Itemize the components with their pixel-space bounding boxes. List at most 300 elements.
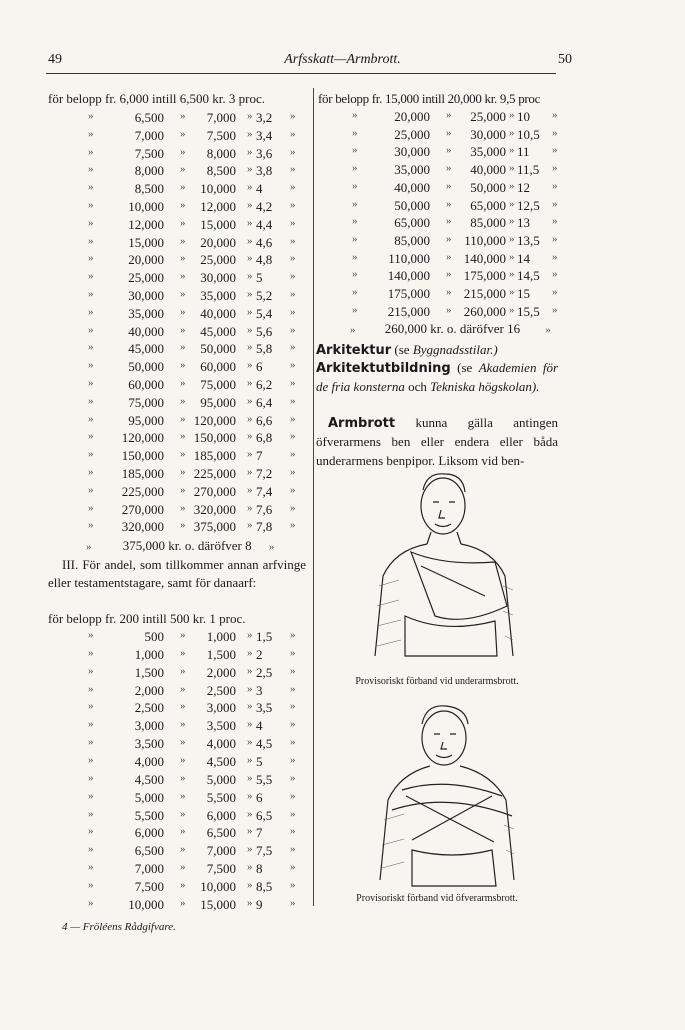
ditto-mark: » (545, 324, 551, 336)
ditto-mark: » (352, 197, 358, 210)
rate-percent: 5,6 (256, 323, 273, 339)
ditto-mark: » (247, 394, 253, 407)
ditto-mark: » (247, 629, 253, 641)
ditto-mark: » (247, 110, 253, 122)
rate-percent: 8,5 (256, 878, 273, 894)
amount-to: 25,000 (470, 109, 506, 124)
entry-text: (se (457, 360, 473, 375)
upper-arm-sling-illustration (372, 700, 522, 890)
table-row (0, 502, 680, 521)
table-row (0, 395, 680, 414)
amount-from: 25,000 (128, 270, 164, 286)
ditto-mark: » (290, 682, 296, 695)
ditto-mark: » (290, 519, 296, 532)
amount-to: 15,000 (200, 216, 236, 232)
ditto-mark: » (180, 878, 186, 891)
amount-to: 120,000 (193, 412, 236, 428)
ditto-mark: » (290, 646, 296, 659)
ditto-mark: » (247, 896, 253, 909)
ditto-mark: » (247, 753, 253, 766)
footer-note: 4 — Fröléens Rådgifvare. (62, 921, 176, 933)
table-row (0, 861, 680, 880)
ditto-mark: » (180, 412, 186, 425)
ditto-mark: » (247, 519, 253, 532)
ditto-mark: » (88, 807, 94, 820)
amount-to: 50,000 (200, 341, 236, 357)
ditto-mark: » (88, 359, 94, 372)
ditto-mark: » (290, 341, 296, 354)
table-row (0, 304, 680, 323)
ditto-mark: » (180, 466, 186, 478)
ditto-mark: » (247, 789, 253, 802)
ditto-mark: » (88, 199, 94, 211)
table-row (0, 790, 680, 809)
table-row (0, 647, 680, 666)
table-row (0, 808, 680, 827)
ditto-mark: » (88, 789, 94, 802)
ditto-mark: » (290, 127, 296, 140)
ditto-mark: » (290, 629, 296, 641)
ditto-mark: » (247, 216, 253, 229)
ditto-mark: » (352, 286, 358, 298)
ditto-mark: » (88, 341, 94, 354)
right-table-lead: för belopp fr. 15,000 intill 20,000 kr. 9,5 proc (318, 91, 541, 106)
ditto-mark: » (180, 305, 186, 318)
ditto-mark: » (180, 825, 186, 838)
ditto-mark: » (88, 127, 94, 140)
amount-to: 35,000 (200, 288, 236, 303)
amount-from: 50,000 (394, 197, 430, 213)
rate-percent: 10 (517, 109, 530, 124)
amount-to: 270,000 (193, 483, 236, 499)
amount-to: 320,000 (193, 501, 236, 517)
entry-text: och (408, 379, 427, 395)
rate-percent: 4,8 (256, 252, 273, 268)
amount-to: 3,500 (206, 718, 236, 734)
ditto-mark: » (509, 268, 515, 281)
rate-percent: 7,8 (256, 519, 273, 535)
ditto-mark: » (509, 303, 515, 316)
ditto-mark: » (88, 629, 94, 641)
amount-to: 95,000 (200, 394, 236, 410)
ditto-mark: » (509, 144, 515, 157)
ditto-mark: » (509, 250, 515, 263)
amount-to: 375,000 (193, 519, 236, 535)
ditto-mark: » (88, 483, 94, 496)
rate-percent: 7,6 (256, 501, 273, 517)
amount-to: 4,500 (206, 753, 236, 769)
amount-from: 45,000 (128, 341, 164, 357)
ditto-mark: » (509, 126, 515, 139)
amount-from: 1,500 (134, 664, 164, 680)
cross-reference: Tekniska högskolan). (430, 379, 540, 395)
amount-from: 40,000 (394, 179, 430, 195)
ditto-mark: » (290, 807, 296, 820)
ditto-mark: » (247, 466, 253, 478)
ditto-mark: » (247, 646, 253, 659)
amount-from: 1,000 (134, 646, 164, 662)
ditto-mark: » (446, 268, 452, 281)
amount-from: 2,500 (134, 700, 164, 716)
ditto-mark: » (180, 359, 186, 372)
ditto-mark: » (88, 288, 94, 300)
ditto-mark: » (509, 232, 515, 245)
ditto-mark: » (180, 127, 186, 140)
rate-percent: 6,2 (256, 377, 273, 392)
ditto-mark: » (290, 288, 296, 300)
amount-to: 40,000 (470, 162, 506, 178)
amount-from: 6,000 (134, 825, 164, 841)
ditto-mark: » (247, 145, 253, 158)
amount-to: 150,000 (193, 430, 236, 446)
ditto-mark: » (268, 541, 275, 553)
ditto-mark: » (352, 232, 358, 245)
ditto-mark: » (88, 646, 94, 659)
ditto-mark: » (290, 736, 296, 749)
amount-to: 10,000 (200, 878, 236, 894)
amount-to: 65,000 (470, 197, 506, 213)
ditto-mark: » (180, 771, 186, 784)
rate-percent: 5,5 (256, 771, 273, 787)
amount-from: 12,000 (128, 216, 164, 232)
ditto-mark: » (247, 664, 253, 677)
ditto-mark: » (352, 162, 358, 175)
amount-to: 225,000 (193, 466, 236, 481)
ditto-mark: » (509, 162, 515, 175)
ditto-mark: » (247, 825, 253, 838)
rate-percent: 6,4 (256, 394, 273, 410)
ditto-mark: » (446, 109, 452, 121)
ditto-mark: » (247, 700, 253, 713)
entry-arkitektur (316, 341, 558, 360)
ditto-mark: » (88, 771, 94, 784)
ditto-mark: » (247, 430, 253, 443)
ditto-mark: » (552, 215, 558, 228)
ditto-mark: » (88, 466, 94, 478)
amount-to: 175,000 (463, 268, 506, 284)
ditto-mark: » (180, 682, 186, 695)
amount-to: 8,000 (206, 145, 236, 161)
ditto-mark: » (290, 878, 296, 891)
ditto-mark: » (290, 377, 296, 389)
rate-percent: 4,5 (256, 736, 273, 752)
amount-to: 8,500 (206, 163, 236, 179)
table-row (0, 144, 680, 163)
amount-to: 45,000 (200, 323, 236, 339)
rate-percent: 3,5 (256, 700, 273, 716)
ditto-mark: » (446, 197, 452, 210)
rate-percent: 5 (256, 270, 263, 286)
ditto-mark: » (180, 646, 186, 659)
ditto-mark: » (88, 145, 94, 158)
rate-percent: 13,5 (517, 232, 540, 248)
amount-to: 260,000 (463, 303, 506, 319)
ditto-mark: » (352, 250, 358, 263)
table-row (0, 629, 680, 648)
rate-percent: 2 (256, 646, 263, 662)
ditto-mark: » (290, 718, 296, 731)
ditto-mark: » (350, 324, 356, 336)
ditto-mark: » (88, 412, 94, 425)
ditto-mark: » (552, 250, 558, 263)
ditto-mark: » (290, 789, 296, 802)
ditto-mark: » (552, 197, 558, 210)
amount-from: 30,000 (128, 288, 164, 303)
ditto-mark: » (180, 145, 186, 158)
rate-percent: 11 (517, 144, 530, 160)
ditto-mark: » (180, 664, 186, 677)
rate-percent: 14,5 (517, 268, 540, 284)
entry-text: kunna gälla antingen öfverarmens ben eller endera eller båda underarmens benpipor. Liksom vid ben- (316, 415, 558, 468)
amount-from: 215,000 (387, 303, 430, 319)
ditto-mark: » (88, 110, 94, 122)
amount-to: 85,000 (470, 215, 506, 231)
ditto-mark: » (88, 843, 94, 856)
ditto-mark: » (552, 286, 558, 298)
ditto-mark: » (180, 448, 186, 461)
ditto-mark: » (446, 215, 452, 228)
rate-percent: 4 (256, 718, 263, 734)
ditto-mark: » (552, 162, 558, 175)
amount-from: 5,500 (134, 807, 164, 823)
ditto-mark: » (88, 448, 94, 461)
amount-to: 12,000 (200, 199, 236, 214)
amount-to: 3,000 (206, 700, 236, 716)
table-row (0, 109, 680, 128)
ditto-mark: » (88, 700, 94, 713)
amount-from: 15,000 (128, 234, 164, 250)
ditto-mark: » (180, 181, 186, 194)
amount-from: 500 (144, 629, 164, 644)
rate-percent: 15,5 (517, 303, 540, 319)
forearm-sling-illustration (365, 466, 525, 666)
amount-from: 30,000 (394, 144, 430, 160)
amount-to: 1,000 (206, 629, 236, 644)
ditto-mark: » (446, 126, 452, 139)
table-row (0, 700, 680, 719)
rate-percent: 15 (517, 286, 530, 301)
ditto-mark: » (247, 412, 253, 425)
amount-from: 40,000 (128, 323, 164, 339)
cross-reference: Akademien för de fria konsterna (316, 360, 558, 395)
ditto-mark: » (352, 215, 358, 228)
amount-to: 40,000 (200, 305, 236, 321)
page-number-left: 49 (48, 52, 62, 67)
ditto-mark: » (446, 250, 452, 263)
amount-to: 50,000 (470, 179, 506, 195)
ditto-mark: » (290, 412, 296, 425)
ditto-mark: » (247, 448, 253, 461)
ditto-mark: » (290, 771, 296, 784)
ditto-mark: » (290, 394, 296, 407)
amount-from: 20,000 (128, 252, 164, 268)
amount-to: 7,000 (206, 110, 236, 125)
rate-percent: 4,4 (256, 216, 273, 232)
rate-percent: 4,2 (256, 199, 273, 214)
table-row (0, 162, 680, 181)
ditto-mark: » (290, 359, 296, 372)
ditto-mark: » (247, 234, 253, 247)
ditto-mark: » (290, 483, 296, 496)
amount-to: 60,000 (200, 359, 236, 375)
ditto-mark: » (446, 162, 452, 175)
page-number-right: 50 (558, 52, 572, 67)
ditto-mark: » (290, 501, 296, 514)
rate-percent: 1,5 (256, 629, 273, 644)
ditto-mark: » (352, 109, 358, 121)
amount-from: 185,000 (121, 466, 164, 481)
amount-from: 3,000 (134, 718, 164, 734)
left-table-last-row (86, 538, 274, 554)
ditto-mark: » (290, 825, 296, 838)
table-row (0, 754, 680, 773)
ditto-mark: » (247, 199, 253, 211)
ditto-mark: » (247, 377, 253, 389)
ditto-mark: » (290, 145, 296, 158)
rate-percent: 12,5 (517, 197, 540, 213)
last-row-text: 375,000 kr. o. däröfver 8 (122, 538, 252, 553)
ditto-mark: » (180, 323, 186, 336)
amount-from: 10,000 (128, 896, 164, 912)
amount-from: 120,000 (121, 430, 164, 446)
ditto-mark: » (180, 483, 186, 496)
table-row (0, 324, 680, 343)
ditto-mark: » (88, 252, 94, 265)
ditto-mark: » (290, 323, 296, 336)
amount-from: 8,000 (134, 163, 164, 179)
rate-percent: 3 (256, 682, 263, 698)
ditto-mark: » (180, 789, 186, 802)
table-row (0, 484, 680, 503)
table-row (0, 180, 680, 199)
ditto-mark: » (290, 234, 296, 247)
ditto-mark: » (352, 179, 358, 192)
ditto-mark: » (180, 216, 186, 229)
amount-from: 150,000 (121, 448, 164, 464)
cross-reference: Byggnadsstilar.) (412, 342, 498, 357)
headword: Arkitektur (316, 343, 392, 358)
ditto-mark: » (88, 501, 94, 514)
ditto-mark: » (180, 861, 186, 874)
ditto-mark: » (290, 430, 296, 443)
ditto-mark: » (88, 825, 94, 838)
rate-percent: 5,4 (256, 305, 273, 321)
rate-percent: 6,8 (256, 430, 273, 446)
ditto-mark: » (247, 501, 253, 514)
ditto-mark: » (290, 843, 296, 856)
ditto-mark: » (509, 179, 515, 192)
ditto-mark: » (247, 682, 253, 695)
ditto-mark: » (247, 843, 253, 856)
table-row (0, 198, 680, 217)
amount-from: 6,500 (134, 110, 164, 125)
ditto-mark: » (290, 252, 296, 265)
headword: Armbrott (328, 416, 396, 431)
table-row (0, 772, 680, 791)
table-row (0, 251, 680, 270)
entry-text: (se (394, 342, 410, 357)
ditto-mark: » (88, 430, 94, 443)
ditto-mark: » (180, 501, 186, 514)
ditto-mark: » (446, 232, 452, 245)
ditto-mark: » (247, 807, 253, 820)
amount-to: 30,000 (200, 270, 236, 286)
rate-percent: 6 (256, 359, 263, 375)
rate-percent: 12 (517, 179, 530, 195)
table-row (0, 233, 680, 252)
amount-to: 5,000 (206, 771, 236, 787)
ditto-mark: » (180, 288, 186, 300)
ditto-mark: » (446, 179, 452, 192)
ditto-mark: » (180, 394, 186, 407)
ditto-mark: » (180, 843, 186, 856)
amount-from: 75,000 (128, 394, 164, 410)
ditto-mark: » (290, 270, 296, 283)
ditto-mark: » (86, 541, 92, 553)
rate-percent: 3,8 (256, 163, 273, 179)
ditto-mark: » (180, 519, 186, 532)
amount-to: 7,500 (206, 861, 236, 877)
entry-armbrott (316, 414, 558, 470)
amount-from: 35,000 (394, 162, 430, 178)
ditto-mark: » (88, 181, 94, 194)
ditto-mark: » (552, 144, 558, 157)
table-row (0, 215, 680, 234)
ditto-mark: » (180, 807, 186, 820)
ditto-mark: » (88, 896, 94, 909)
ditto-mark: » (509, 197, 515, 210)
figure-caption-2: Provisoriskt förband vid öfverarmsbrott. (356, 893, 518, 904)
rate-percent: 13 (517, 215, 530, 231)
amount-from: 50,000 (128, 359, 164, 375)
amount-to: 215,000 (463, 286, 506, 301)
amount-to: 30,000 (470, 126, 506, 142)
ditto-mark: » (247, 341, 253, 354)
amount-from: 225,000 (121, 483, 164, 499)
amount-to: 5,500 (206, 789, 236, 805)
left-table-lead: för belopp fr. 6,000 intill 6,500 kr. 3 proc. (48, 91, 266, 106)
ditto-mark: » (509, 286, 515, 298)
ditto-mark: » (88, 753, 94, 766)
ditto-mark: » (552, 232, 558, 245)
header-rule (46, 73, 556, 74)
ditto-mark: » (290, 896, 296, 909)
running-title: Arfsskatt—Armbrott. (284, 52, 401, 67)
ditto-mark: » (290, 861, 296, 874)
amount-to: 6,500 (206, 825, 236, 841)
ditto-mark: » (247, 736, 253, 749)
ditto-mark: » (88, 163, 94, 176)
section-three-lead: för belopp fr. 200 intill 500 kr. 1 proc. (48, 611, 246, 626)
rate-percent: 9 (256, 896, 263, 912)
ditto-mark: » (247, 163, 253, 176)
amount-to: 7,000 (206, 843, 236, 859)
ditto-mark: » (88, 718, 94, 731)
ditto-mark: » (180, 341, 186, 354)
amount-from: 8,500 (134, 181, 164, 197)
rate-percent: 7 (256, 825, 263, 841)
amount-to: 35,000 (470, 144, 506, 160)
ditto-mark: » (247, 127, 253, 140)
rate-percent: 8 (256, 861, 263, 877)
ditto-mark: » (552, 126, 558, 139)
table-row (0, 519, 680, 538)
rate-percent: 6,5 (256, 807, 273, 823)
ditto-mark: » (180, 629, 186, 641)
amount-from: 175,000 (387, 286, 430, 301)
ditto-mark: » (180, 377, 186, 389)
amount-from: 25,000 (394, 126, 430, 142)
